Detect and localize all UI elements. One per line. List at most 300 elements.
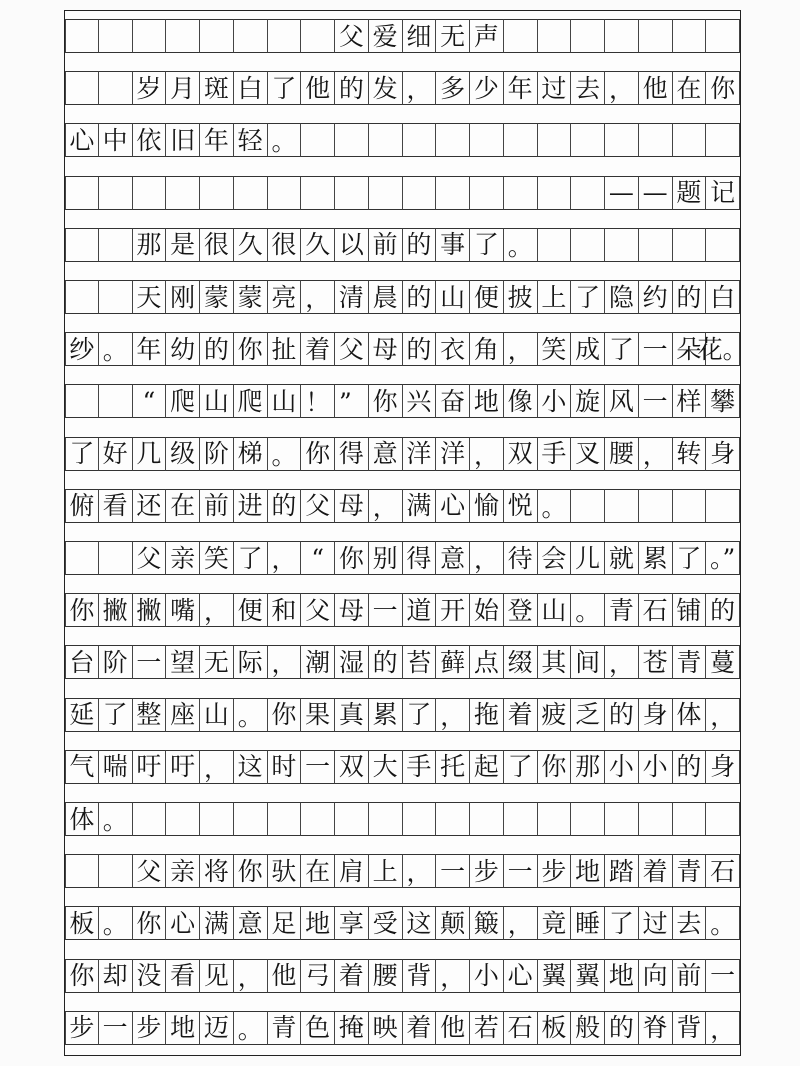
grid-cell <box>301 802 335 836</box>
grid-cell: 步 <box>133 1011 167 1045</box>
grid-cell: 一 <box>436 854 470 888</box>
grid-cell <box>706 489 740 523</box>
grid-cell: 小 <box>470 959 504 993</box>
grid-cell: 披 <box>504 280 538 314</box>
grid-cell: 真 <box>335 698 369 732</box>
grid-cell <box>706 19 740 53</box>
grid-cell <box>166 176 200 210</box>
grid-cell: 时 <box>268 750 302 784</box>
grid-cell: 了 <box>673 541 707 575</box>
grid-cell <box>99 854 133 888</box>
grid-cell: 母 <box>335 489 369 523</box>
grid-cell: 儿 <box>571 541 605 575</box>
grid-cell: 山 <box>268 384 302 418</box>
grid-cell: ， <box>436 698 470 732</box>
grid-cell <box>369 802 403 836</box>
grid-cell <box>571 19 605 53</box>
grid-cell: 父 <box>335 19 369 53</box>
grid-cell: 白 <box>234 71 268 105</box>
grid-cell <box>639 228 673 262</box>
grid-cell: 你 <box>538 750 572 784</box>
grid-cell: 整 <box>133 698 167 732</box>
grid-cell: 扯 <box>268 332 302 366</box>
grid-cell <box>65 19 99 53</box>
grid-cell: 小 <box>605 750 639 784</box>
grid-cell: 久 <box>301 228 335 262</box>
text-row <box>65 176 740 210</box>
grid-cell <box>605 123 639 157</box>
grid-cell: 掩 <box>335 1011 369 1045</box>
grid-cell: 登 <box>504 593 538 627</box>
grid-cell: 看 <box>166 959 200 993</box>
grid-cell: 簸 <box>470 906 504 940</box>
grid-cell: 望 <box>166 645 200 679</box>
grid-cell: ， <box>200 750 234 784</box>
grid-cell <box>504 123 538 157</box>
grid-cell: 一 <box>639 332 673 366</box>
grid-cell: 母 <box>369 332 403 366</box>
grid-cell <box>706 123 740 157</box>
grid-cell: 地 <box>605 959 639 993</box>
grid-cell: 父 <box>335 332 369 366</box>
grid-cell: 拖 <box>470 698 504 732</box>
grid-cell: 叉 <box>571 437 605 471</box>
grid-cell: 亮 <box>268 280 302 314</box>
grid-cell: 细 <box>403 19 437 53</box>
grid-cell <box>504 19 538 53</box>
grid-cell: 爬 <box>234 384 268 418</box>
grid-cell <box>571 228 605 262</box>
grid-cell <box>99 541 133 575</box>
grid-cell: 你 <box>369 384 403 418</box>
text-row <box>65 854 740 888</box>
grid-cell <box>639 123 673 157</box>
text-row <box>65 698 740 732</box>
grid-cell: 手 <box>403 750 437 784</box>
text-row <box>65 228 740 262</box>
text-row <box>65 750 740 784</box>
grid-cell: 地 <box>571 854 605 888</box>
grid-cell: 延 <box>65 698 99 732</box>
grid-cell: 颠 <box>436 906 470 940</box>
grid-cell <box>133 802 167 836</box>
grid-cell <box>470 123 504 157</box>
grid-cell <box>234 19 268 53</box>
grid-cell: ， <box>706 1011 740 1045</box>
grid-cell: 青 <box>268 1011 302 1045</box>
text-row <box>65 332 748 366</box>
grid-cell: 你 <box>133 906 167 940</box>
grid-cell <box>639 802 673 836</box>
text-row <box>65 541 740 575</box>
grid-cell: 他 <box>436 1011 470 1045</box>
grid-cell: 你 <box>65 593 99 627</box>
grid-cell <box>335 802 369 836</box>
grid-cell: 父 <box>301 489 335 523</box>
grid-cell: 爬 <box>166 384 200 418</box>
grid-cell <box>538 19 572 53</box>
grid-cell <box>538 802 572 836</box>
grid-cell <box>99 280 133 314</box>
grid-cell <box>200 19 234 53</box>
grid-cell: 一 <box>639 384 673 418</box>
grid-cell: 吁 <box>133 750 167 784</box>
grid-cell: 小 <box>538 384 572 418</box>
grid-cell: 始 <box>470 593 504 627</box>
grid-cell: ， <box>200 593 234 627</box>
grid-cell: ， <box>504 906 538 940</box>
grid-cell: 累 <box>639 541 673 575</box>
grid-cell <box>268 19 302 53</box>
grid-cell <box>200 802 234 836</box>
grid-cell: 满 <box>200 906 234 940</box>
grid-cell: 地 <box>166 1011 200 1045</box>
grid-cell: 藓 <box>436 645 470 679</box>
grid-cell <box>99 176 133 210</box>
grid-cell: 你 <box>234 332 268 366</box>
grid-cell: ， <box>268 645 302 679</box>
grid-cell: 你 <box>268 698 302 732</box>
grid-cell: 心 <box>166 906 200 940</box>
grid-cell <box>436 802 470 836</box>
text-row <box>65 280 740 314</box>
grid-cell <box>605 228 639 262</box>
grid-cell: 果 <box>301 698 335 732</box>
grid-cell: 湿 <box>335 645 369 679</box>
grid-cell: 的 <box>369 645 403 679</box>
grid-cell: 心 <box>65 123 99 157</box>
grid-cell: 便 <box>234 593 268 627</box>
grid-cell: 成 <box>571 332 605 366</box>
grid-cell <box>639 19 673 53</box>
grid-cell: 道 <box>403 593 437 627</box>
grid-cell: 题 <box>673 176 707 210</box>
grid-cell: 的 <box>706 593 740 627</box>
text-row <box>65 71 740 105</box>
grid-cell: 亲 <box>166 541 200 575</box>
grid-cell: 无 <box>200 645 234 679</box>
grid-cell: 般 <box>571 1011 605 1045</box>
grid-cell: 座 <box>166 698 200 732</box>
grid-cell <box>673 489 707 523</box>
grid-cell: ， <box>369 489 403 523</box>
grid-cell: ， <box>639 437 673 471</box>
grid-cell: 角 <box>470 332 504 366</box>
grid-cell: 蒙 <box>234 280 268 314</box>
grid-cell: 双 <box>504 437 538 471</box>
grid-cell: 迈 <box>200 1011 234 1045</box>
grid-cell: 无 <box>436 19 470 53</box>
grid-cell: 小 <box>639 750 673 784</box>
grid-cell: 父 <box>133 854 167 888</box>
grid-cell: 旋 <box>571 384 605 418</box>
grid-cell: 地 <box>470 384 504 418</box>
grid-cell: 一 <box>706 959 740 993</box>
grid-cell: 苍 <box>639 645 673 679</box>
grid-cell <box>99 19 133 53</box>
grid-cell: 青 <box>673 645 707 679</box>
grid-cell: 衣 <box>436 332 470 366</box>
grid-cell: 兴 <box>403 384 437 418</box>
grid-cell: 青 <box>673 854 707 888</box>
grid-cell: 石 <box>639 593 673 627</box>
grid-cell: 洋 <box>403 437 437 471</box>
grid-cell: 斑 <box>200 71 234 105</box>
grid-cell: “ <box>301 541 335 575</box>
grid-cell <box>673 19 707 53</box>
grid-cell: 了 <box>268 71 302 105</box>
grid-cell: 的 <box>673 280 707 314</box>
grid-cell: 若 <box>470 1011 504 1045</box>
grid-cell <box>369 123 403 157</box>
grid-cell: 攀 <box>706 384 740 418</box>
grid-cell: 了 <box>571 280 605 314</box>
grid-cell: 气 <box>65 750 99 784</box>
grid-cell <box>65 854 99 888</box>
grid-cell: 笑 <box>538 332 572 366</box>
grid-cell: 。” <box>706 541 740 575</box>
grid-cell <box>538 228 572 262</box>
grid-cell: 便 <box>470 280 504 314</box>
grid-cell: 年 <box>133 332 167 366</box>
grid-cell: 是 <box>166 228 200 262</box>
grid-cell <box>571 802 605 836</box>
grid-cell: 那 <box>571 750 605 784</box>
grid-cell: 的 <box>200 332 234 366</box>
title-row <box>65 19 740 53</box>
grid-cell <box>639 489 673 523</box>
grid-cell: 了 <box>605 332 639 366</box>
grid-cell: ， <box>470 541 504 575</box>
grid-cell: 得 <box>403 541 437 575</box>
grid-cell <box>538 123 572 157</box>
grid-cell: 石 <box>504 1011 538 1045</box>
grid-cell <box>436 123 470 157</box>
grid-cell: 和 <box>268 593 302 627</box>
grid-cell: 笑 <box>200 541 234 575</box>
grid-cell: 的 <box>403 280 437 314</box>
grid-cell <box>166 802 200 836</box>
grid-cell: 阶 <box>99 645 133 679</box>
grid-cell: 发 <box>369 71 403 105</box>
grid-cell <box>706 802 740 836</box>
grid-cell: 你 <box>335 541 369 575</box>
grid-cell <box>133 176 167 210</box>
grid-cell: 步 <box>538 854 572 888</box>
grid-cell: 花。 <box>706 332 740 366</box>
grid-cell: 约 <box>639 280 673 314</box>
grid-cell: 愉 <box>470 489 504 523</box>
grid-cell: 依 <box>133 123 167 157</box>
grid-cell <box>605 19 639 53</box>
grid-cell: 疲 <box>538 698 572 732</box>
grid-cell: 多 <box>436 71 470 105</box>
grid-cell: 洋 <box>436 437 470 471</box>
grid-cell: 俯 <box>65 489 99 523</box>
grid-cell: 山 <box>200 698 234 732</box>
grid-cell: 见 <box>200 959 234 993</box>
grid-cell <box>99 384 133 418</box>
grid-cell: 翼 <box>571 959 605 993</box>
grid-cell: 足 <box>268 906 302 940</box>
grid-cell: 在 <box>301 854 335 888</box>
grid-cell <box>605 489 639 523</box>
grid-cell: 山 <box>538 593 572 627</box>
grid-cell: 映 <box>369 1011 403 1045</box>
grid-cell: 这 <box>403 906 437 940</box>
grid-cell: 着 <box>403 1011 437 1045</box>
grid-cell <box>673 123 707 157</box>
grid-cell: 级 <box>166 437 200 471</box>
grid-cell: 久 <box>234 228 268 262</box>
grid-cell: ， <box>403 854 437 888</box>
grid-cell: 父 <box>133 541 167 575</box>
grid-cell: 他 <box>301 71 335 105</box>
grid-cell: 点 <box>470 645 504 679</box>
grid-cell <box>65 228 99 262</box>
grid-cell: 轻 <box>234 123 268 157</box>
grid-cell: ， <box>706 698 740 732</box>
grid-cell: 他 <box>639 71 673 105</box>
grid-cell: 了 <box>234 541 268 575</box>
grid-cell: 的 <box>605 1011 639 1045</box>
grid-cell: 了 <box>99 698 133 732</box>
grid-cell: ， <box>268 541 302 575</box>
grid-cell: 去 <box>571 71 605 105</box>
grid-cell: 事 <box>436 228 470 262</box>
grid-cell: 身 <box>706 437 740 471</box>
grid-cell: 前 <box>200 489 234 523</box>
grid-cell: 的 <box>605 698 639 732</box>
grid-cell: 。 <box>268 437 302 471</box>
text-row <box>65 906 740 940</box>
grid-cell: 前 <box>369 228 403 262</box>
grid-cell: ， <box>470 437 504 471</box>
grid-cell: 了 <box>504 750 538 784</box>
grid-cell: 双 <box>335 750 369 784</box>
grid-cell: 一 <box>133 645 167 679</box>
text-row <box>65 489 740 523</box>
grid-cell <box>403 802 437 836</box>
grid-cell: 缀 <box>504 645 538 679</box>
grid-cell <box>65 541 99 575</box>
grid-cell: 他 <box>268 959 302 993</box>
grid-cell: 像 <box>504 384 538 418</box>
grid-cell: 背 <box>673 1011 707 1045</box>
grid-cell: 月 <box>166 71 200 105</box>
grid-cell: 脊 <box>639 1011 673 1045</box>
grid-cell <box>99 228 133 262</box>
grid-cell: 别 <box>369 541 403 575</box>
grid-cell: 意 <box>234 906 268 940</box>
text-row <box>65 437 740 471</box>
grid-cell: 大 <box>369 750 403 784</box>
grid-cell: 板 <box>65 906 99 940</box>
grid-cell: 。 <box>504 228 538 262</box>
grid-cell <box>268 802 302 836</box>
grid-cell: 进 <box>234 489 268 523</box>
grid-cell <box>335 176 369 210</box>
grid-cell <box>605 802 639 836</box>
grid-cell: 悦 <box>504 489 538 523</box>
grid-cell <box>200 176 234 210</box>
grid-cell <box>301 19 335 53</box>
grid-cell: 着 <box>335 959 369 993</box>
grid-cell: 转 <box>673 437 707 471</box>
grid-cell: 嘴 <box>166 593 200 627</box>
grid-cell: 阶 <box>200 437 234 471</box>
grid-cell: 撇 <box>99 593 133 627</box>
grid-cell: 梯 <box>234 437 268 471</box>
grid-cell: 着 <box>639 854 673 888</box>
grid-cell: 驮 <box>268 854 302 888</box>
grid-cell: 手 <box>538 437 572 471</box>
grid-cell: 的 <box>335 71 369 105</box>
grid-cell: 板 <box>538 1011 572 1045</box>
grid-cell: 纱 <box>65 332 99 366</box>
grid-cell: 苔 <box>403 645 437 679</box>
text-row <box>65 123 740 157</box>
grid-cell: 。 <box>99 906 133 940</box>
grid-cell <box>234 802 268 836</box>
grid-cell: 受 <box>369 906 403 940</box>
grid-cell: 撇 <box>133 593 167 627</box>
grid-cell: 样 <box>673 384 707 418</box>
grid-cell <box>166 19 200 53</box>
grid-cell: ， <box>504 332 538 366</box>
grid-cell: 台 <box>65 645 99 679</box>
grid-cell: 却 <box>99 959 133 993</box>
grid-cell: 。 <box>234 1011 268 1045</box>
grid-cell <box>65 71 99 105</box>
grid-cell <box>234 176 268 210</box>
grid-cell: 旧 <box>166 123 200 157</box>
grid-cell: 一 <box>369 593 403 627</box>
grid-cell: 了 <box>605 906 639 940</box>
composition-paper <box>64 10 748 1056</box>
grid-cell: 腰 <box>369 959 403 993</box>
grid-cell: 意 <box>369 437 403 471</box>
grid-cell: 着 <box>301 332 335 366</box>
grid-cell: 其 <box>538 645 572 679</box>
grid-cell: 白 <box>706 280 740 314</box>
grid-cell: 托 <box>436 750 470 784</box>
grid-cell: 起 <box>470 750 504 784</box>
grid-cell: 会 <box>538 541 572 575</box>
grid-cell: 年 <box>504 71 538 105</box>
grid-cell: 。 <box>571 593 605 627</box>
grid-cell: 的 <box>403 228 437 262</box>
grid-cell: 就 <box>605 541 639 575</box>
grid-cell <box>65 280 99 314</box>
grid-cell: 地 <box>301 906 335 940</box>
grid-cell: ， <box>605 645 639 679</box>
grid-cell: 那 <box>133 228 167 262</box>
grid-cell: 上 <box>538 280 572 314</box>
grid-cell: 晨 <box>369 280 403 314</box>
grid-cell: 享 <box>335 906 369 940</box>
grid-cell: 这 <box>234 750 268 784</box>
grid-cell: 天 <box>133 280 167 314</box>
grid-cell: 去 <box>673 906 707 940</box>
grid-cell: “ <box>133 384 167 418</box>
grid-cell: 隐 <box>605 280 639 314</box>
grid-cell: 以 <box>335 228 369 262</box>
grid-cell: 青 <box>605 593 639 627</box>
grid-cell: 亲 <box>166 854 200 888</box>
grid-cell: — <box>639 176 673 210</box>
grid-cell: 上 <box>369 854 403 888</box>
